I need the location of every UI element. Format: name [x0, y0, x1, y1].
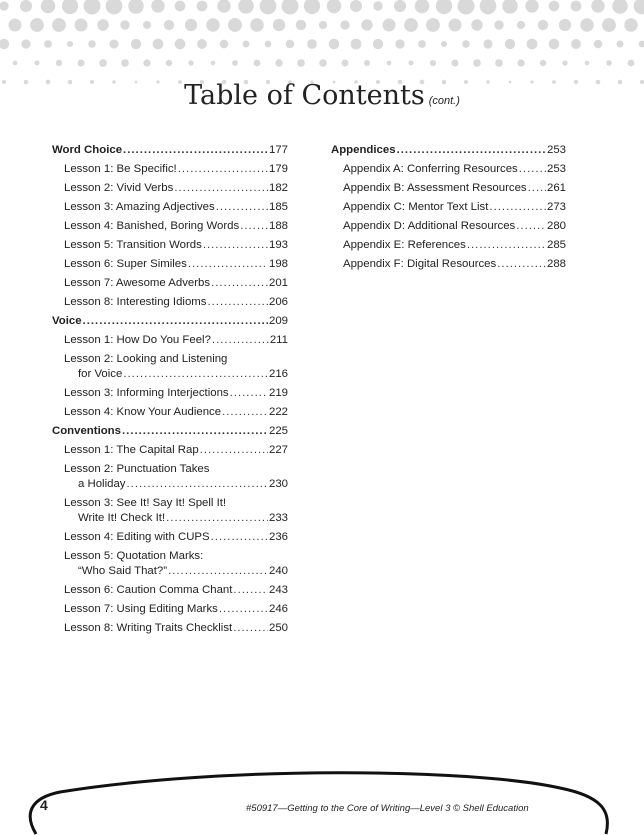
dot-leader	[211, 530, 268, 544]
halftone-dot	[44, 40, 52, 48]
dot-leader	[233, 583, 268, 597]
dot-leader	[489, 200, 546, 214]
dot-leader	[516, 219, 546, 233]
toc-entry[interactable]	[52, 405, 288, 419]
dot-leader	[222, 405, 268, 419]
dot-leader	[397, 143, 546, 157]
halftone-dot	[639, 41, 644, 48]
toc-entry[interactable]	[52, 238, 288, 252]
toc-entry[interactable]	[52, 181, 288, 195]
toc-entry[interactable]	[52, 162, 288, 176]
halftone-dot	[549, 39, 560, 50]
halftone-dot	[449, 19, 462, 32]
toc-entry-label: Lesson 6: Super Similes	[64, 258, 187, 270]
halftone-dot	[99, 59, 107, 67]
halftone-dot	[304, 0, 320, 14]
toc-page-number: 240	[268, 565, 288, 577]
halftone-dot	[494, 20, 503, 29]
halftone-dot	[327, 0, 341, 13]
dot-leader	[240, 219, 268, 233]
dot-leader	[174, 181, 268, 195]
halftone-dot	[250, 18, 264, 32]
halftone-dot	[628, 60, 635, 67]
halftone-dot	[436, 0, 452, 14]
toc-section	[52, 143, 288, 309]
halftone-dot	[408, 60, 413, 65]
toc-entry[interactable]	[331, 238, 566, 252]
halftone-dot	[329, 39, 340, 50]
halftone-dot	[634, 0, 644, 14]
dot-leader	[123, 143, 268, 157]
toc-page-number: 193	[268, 239, 288, 251]
dot-leader	[497, 257, 546, 271]
halftone-dot	[232, 60, 238, 66]
halftone-dot	[502, 0, 517, 14]
halftone-dot	[0, 1, 9, 10]
toc-entry-label: Lesson 4: Banished, Boring Words	[64, 220, 240, 232]
toc-entry[interactable]	[52, 276, 288, 290]
dot-leader	[212, 333, 269, 347]
halftone-dot	[260, 0, 277, 14]
halftone-dot	[525, 0, 538, 13]
halftone-dot	[307, 39, 317, 49]
toc-page-number: 225	[268, 425, 288, 437]
toc-section-heading[interactable]	[52, 314, 288, 328]
halftone-dot	[383, 19, 396, 32]
toc-entry-label: Lesson 3: Informing Interjections	[64, 387, 229, 399]
halftone-dot	[562, 60, 567, 65]
dot-leader	[230, 386, 268, 400]
halftone-dot	[364, 60, 370, 66]
halftone-dot	[517, 21, 525, 29]
halftone-dot	[21, 39, 30, 48]
toc-page-number: 273	[546, 201, 566, 213]
dot-leader	[233, 621, 268, 635]
halftone-dot	[77, 59, 84, 66]
dot-leader	[168, 564, 268, 578]
halftone-dot	[580, 18, 593, 31]
halftone-dot	[387, 61, 392, 66]
halftone-dot	[527, 39, 538, 50]
halftone-dot	[373, 1, 382, 10]
halftone-dot	[351, 39, 362, 50]
toc-entry-label: Appendix D: Additional Resources	[343, 220, 516, 232]
halftone-dot	[591, 0, 604, 13]
toc-entry[interactable]	[52, 583, 288, 597]
dot-leader	[219, 602, 268, 616]
halftone-dot	[217, 0, 230, 13]
dot-leader	[122, 424, 268, 438]
halftone-dot	[495, 59, 503, 67]
halftone-dot	[361, 19, 372, 30]
toc-entry-label: Lesson 3: See It! Say It! Spell It!	[64, 497, 227, 509]
toc-page-number: 250	[268, 622, 288, 634]
toc-entry[interactable]	[52, 386, 288, 400]
page-number: 4	[40, 797, 48, 813]
toc-page-number: 206	[268, 296, 288, 308]
halftone-dot	[106, 0, 123, 14]
toc-entry-label: Lesson 1: Be Specific!	[64, 163, 177, 175]
halftone-dot	[571, 1, 582, 12]
toc-page-number: 211	[269, 334, 288, 346]
toc-entry-label-line2: Write It! Check It!	[78, 512, 166, 524]
toc-entry[interactable]	[331, 257, 566, 271]
dot-leader	[207, 295, 268, 309]
halftone-dot	[175, 1, 186, 12]
footer-citation: #50917—Getting to the Core of Writing—Level 3 © Shell Education	[246, 803, 529, 814]
halftone-dot	[430, 60, 436, 66]
dot-leader	[211, 276, 268, 290]
toc-left-column	[52, 143, 288, 640]
halftone-dot	[373, 39, 383, 49]
halftone-dot	[594, 40, 603, 49]
toc-page-number: 185	[268, 201, 288, 213]
toc-entry-label-line2: for Voice	[78, 368, 123, 380]
halftone-dot	[505, 39, 515, 49]
halftone-dot	[585, 61, 589, 65]
toc-entry[interactable]	[52, 621, 288, 635]
toc-entry-label: Lesson 2: Vivid Verbs	[64, 182, 174, 194]
halftone-dot	[319, 59, 327, 67]
halftone-dot	[559, 19, 571, 31]
toc-entry-label: Lesson 1: How Do You Feel?	[64, 334, 211, 346]
toc-section	[52, 424, 288, 635]
toc-entry-label: Lesson 3: Amazing Adjectives	[64, 201, 215, 213]
halftone-dot	[228, 18, 242, 32]
toc-entry[interactable]	[331, 162, 566, 176]
toc-entry[interactable]	[52, 443, 288, 457]
halftone-dot	[571, 39, 581, 49]
toc-entry[interactable]	[52, 462, 288, 491]
halftone-dot	[84, 0, 101, 14]
halftone-dot	[602, 18, 616, 32]
halftone-dot	[52, 18, 66, 32]
toc-page-number: 261	[546, 182, 566, 194]
halftone-dot	[342, 60, 349, 67]
toc-entry-label: Lesson 5: Quotation Marks:	[64, 550, 204, 562]
halftone-dot	[462, 40, 470, 48]
toc-section-heading[interactable]	[52, 424, 288, 438]
toc-entry-label: Appendix F: Digital Resources	[343, 258, 497, 270]
dot-leader	[200, 443, 268, 457]
halftone-dot	[128, 0, 143, 14]
toc-page-number: 201	[268, 277, 288, 289]
halftone-dot	[20, 0, 32, 12]
halftone-dot	[395, 39, 404, 48]
toc-entry-label: Conventions	[52, 425, 121, 437]
halftone-dot	[340, 20, 349, 29]
toc-entry-label: Lesson 2: Punctuation Takes	[64, 463, 210, 475]
toc-entry[interactable]	[52, 352, 288, 381]
toc-entry-label: Lesson 7: Awesome Adverbs	[64, 277, 211, 289]
halftone-dot	[297, 59, 305, 67]
dot-leader	[216, 200, 268, 214]
halftone-dot	[606, 60, 612, 66]
toc-entry-label-line2: a Holiday	[78, 478, 126, 490]
dot-leader	[83, 314, 268, 328]
halftone-dot	[97, 19, 109, 31]
toc-page-number: 285	[546, 239, 566, 251]
halftone-dot	[13, 61, 18, 66]
toc-page-number: 243	[268, 584, 288, 596]
halftone-dot	[151, 0, 164, 13]
halftone-dot	[164, 20, 174, 30]
halftone-dot	[540, 60, 546, 66]
dot-leader	[188, 257, 268, 271]
halftone-dot	[617, 41, 624, 48]
halftone-dot	[549, 1, 560, 12]
halftone-dot	[131, 39, 141, 49]
toc-page-number: 227	[268, 444, 288, 456]
halftone-dot	[612, 0, 628, 14]
toc-entry-label: Lesson 8: Interesting Idioms	[64, 296, 207, 308]
halftone-dot	[185, 19, 197, 31]
toc-page-number: 288	[546, 258, 566, 270]
halftone-dot	[0, 39, 9, 49]
halftone-dot	[74, 18, 87, 31]
toc-entry[interactable]	[52, 549, 288, 578]
toc-section-heading[interactable]	[52, 143, 288, 157]
dot-leader	[203, 238, 268, 252]
halftone-dot	[471, 19, 482, 30]
halftone-dot	[88, 40, 96, 48]
toc-entry-label: Lesson 7: Using Editing Marks	[64, 603, 218, 615]
dot-leader	[467, 238, 546, 252]
toc-entry[interactable]	[331, 219, 566, 233]
halftone-dot	[143, 59, 150, 66]
halftone-dot	[175, 39, 186, 50]
halftone-dot	[243, 41, 250, 48]
toc-entry-label-line2: “Who Said That?”	[78, 565, 168, 577]
halftone-dot	[41, 0, 56, 13]
title-cont-note: (cont.)	[428, 95, 460, 107]
halftone-dot	[211, 61, 215, 65]
halftone-dot	[394, 0, 406, 12]
toc-section-heading[interactable]	[331, 143, 566, 157]
halftone-dot	[121, 59, 129, 67]
halftone-dot	[153, 39, 164, 50]
toc-entry[interactable]	[52, 295, 288, 309]
toc-page-number: 182	[268, 182, 288, 194]
toc-entry-label: Lesson 6: Caution Comma Chant	[64, 584, 233, 596]
halftone-dot	[296, 20, 307, 31]
halftone-dot	[404, 18, 418, 32]
halftone-dot	[350, 0, 362, 12]
toc-entry-label: Lesson 2: Looking and Listening	[64, 353, 228, 365]
halftone-dot	[197, 1, 208, 12]
halftone-dot	[441, 41, 447, 47]
halftone-dot	[188, 60, 193, 65]
halftone-dot	[9, 19, 22, 32]
halftone-dot	[197, 39, 207, 49]
halftone-dot	[480, 0, 497, 14]
halftone-dot	[286, 40, 294, 48]
halftone-dot	[62, 0, 78, 14]
toc-entry-label: Lesson 4: Know Your Audience	[64, 406, 222, 418]
toc-entry[interactable]	[331, 200, 566, 214]
toc-entry-label: Lesson 4: Editing with CUPS	[64, 531, 210, 543]
toc-entry-label: Appendices	[331, 144, 396, 156]
toc-entry-label: Lesson 1: The Capital Rap	[64, 444, 199, 456]
halftone-dot	[415, 0, 430, 13]
toc-page-number: 219	[268, 387, 288, 399]
dot-leader	[127, 477, 268, 491]
toc-page-number: 209	[268, 315, 288, 327]
toc-page-number: 230	[268, 478, 288, 490]
halftone-dot	[483, 39, 492, 48]
toc-page-number: 216	[268, 368, 288, 380]
toc-page-number: 246	[268, 603, 288, 615]
toc-entry-label: Appendix C: Mentor Text List	[343, 201, 489, 213]
halftone-dot	[273, 19, 285, 31]
toc-entry[interactable]	[52, 219, 288, 233]
toc-entry[interactable]	[52, 496, 288, 525]
halftone-dot	[220, 40, 229, 49]
toc-entry[interactable]	[52, 200, 288, 214]
halftone-dot	[206, 18, 219, 31]
halftone-dot	[282, 0, 299, 14]
toc-section	[331, 143, 566, 271]
toc-entry-label: Word Choice	[52, 144, 123, 156]
halftone-dot	[238, 0, 253, 14]
dot-leader	[166, 511, 268, 525]
dot-leader	[528, 181, 546, 195]
toc-entry-label: Voice	[52, 315, 82, 327]
halftone-dot	[517, 59, 524, 66]
toc-page-number: 253	[546, 163, 566, 175]
toc-page-number: 222	[268, 406, 288, 418]
toc-entry[interactable]	[331, 181, 566, 195]
halftone-dot	[426, 18, 440, 32]
dot-leader	[519, 162, 546, 176]
halftone-dot	[319, 21, 327, 29]
halftone-dot	[109, 39, 118, 48]
toc-section	[52, 314, 288, 419]
halftone-dot	[166, 60, 172, 66]
halftone-dot	[458, 0, 475, 14]
halftone-dot	[473, 59, 481, 67]
toc-entry-label: Appendix A: Conferring Resources	[343, 163, 518, 175]
toc-page-number: 236	[268, 531, 288, 543]
toc-entry[interactable]	[52, 602, 288, 616]
toc-page-number: 280	[546, 220, 566, 232]
toc-entry[interactable]	[52, 530, 288, 544]
halftone-dot	[275, 59, 282, 66]
halftone-dot	[67, 41, 73, 47]
toc-entry[interactable]	[52, 257, 288, 271]
halftone-dot	[30, 18, 44, 32]
halftone-dot	[120, 20, 129, 29]
toc-entry-label: Lesson 5: Transition Words	[64, 239, 202, 251]
toc-right-column	[331, 143, 566, 276]
halftone-dot	[143, 21, 151, 29]
halftone-dot	[265, 41, 272, 48]
toc-page-number: 179	[268, 163, 288, 175]
dot-leader	[123, 367, 268, 381]
page-title	[0, 80, 644, 111]
toc-entry-label: Appendix E: References	[343, 239, 466, 251]
toc-entry-label: Appendix B: Assessment Resources	[343, 182, 527, 194]
halftone-dot	[538, 20, 548, 30]
halftone-dot	[56, 60, 62, 66]
toc-page-number: 177	[268, 144, 288, 156]
toc-page-number: 253	[546, 144, 566, 156]
halftone-dot	[624, 18, 638, 32]
toc-entry-label: Lesson 8: Writing Traits Checklist	[64, 622, 233, 634]
title-main: Table of Contents	[184, 80, 425, 111]
toc-page-number: 198	[268, 258, 288, 270]
toc-page-number: 188	[268, 220, 288, 232]
dot-leader	[178, 162, 268, 176]
toc-entry[interactable]	[52, 333, 288, 347]
halftone-dot	[418, 40, 426, 48]
halftone-dot	[451, 59, 458, 66]
halftone-dot	[254, 60, 261, 67]
toc-page-number: 233	[268, 512, 288, 524]
halftone-dot	[34, 60, 39, 65]
